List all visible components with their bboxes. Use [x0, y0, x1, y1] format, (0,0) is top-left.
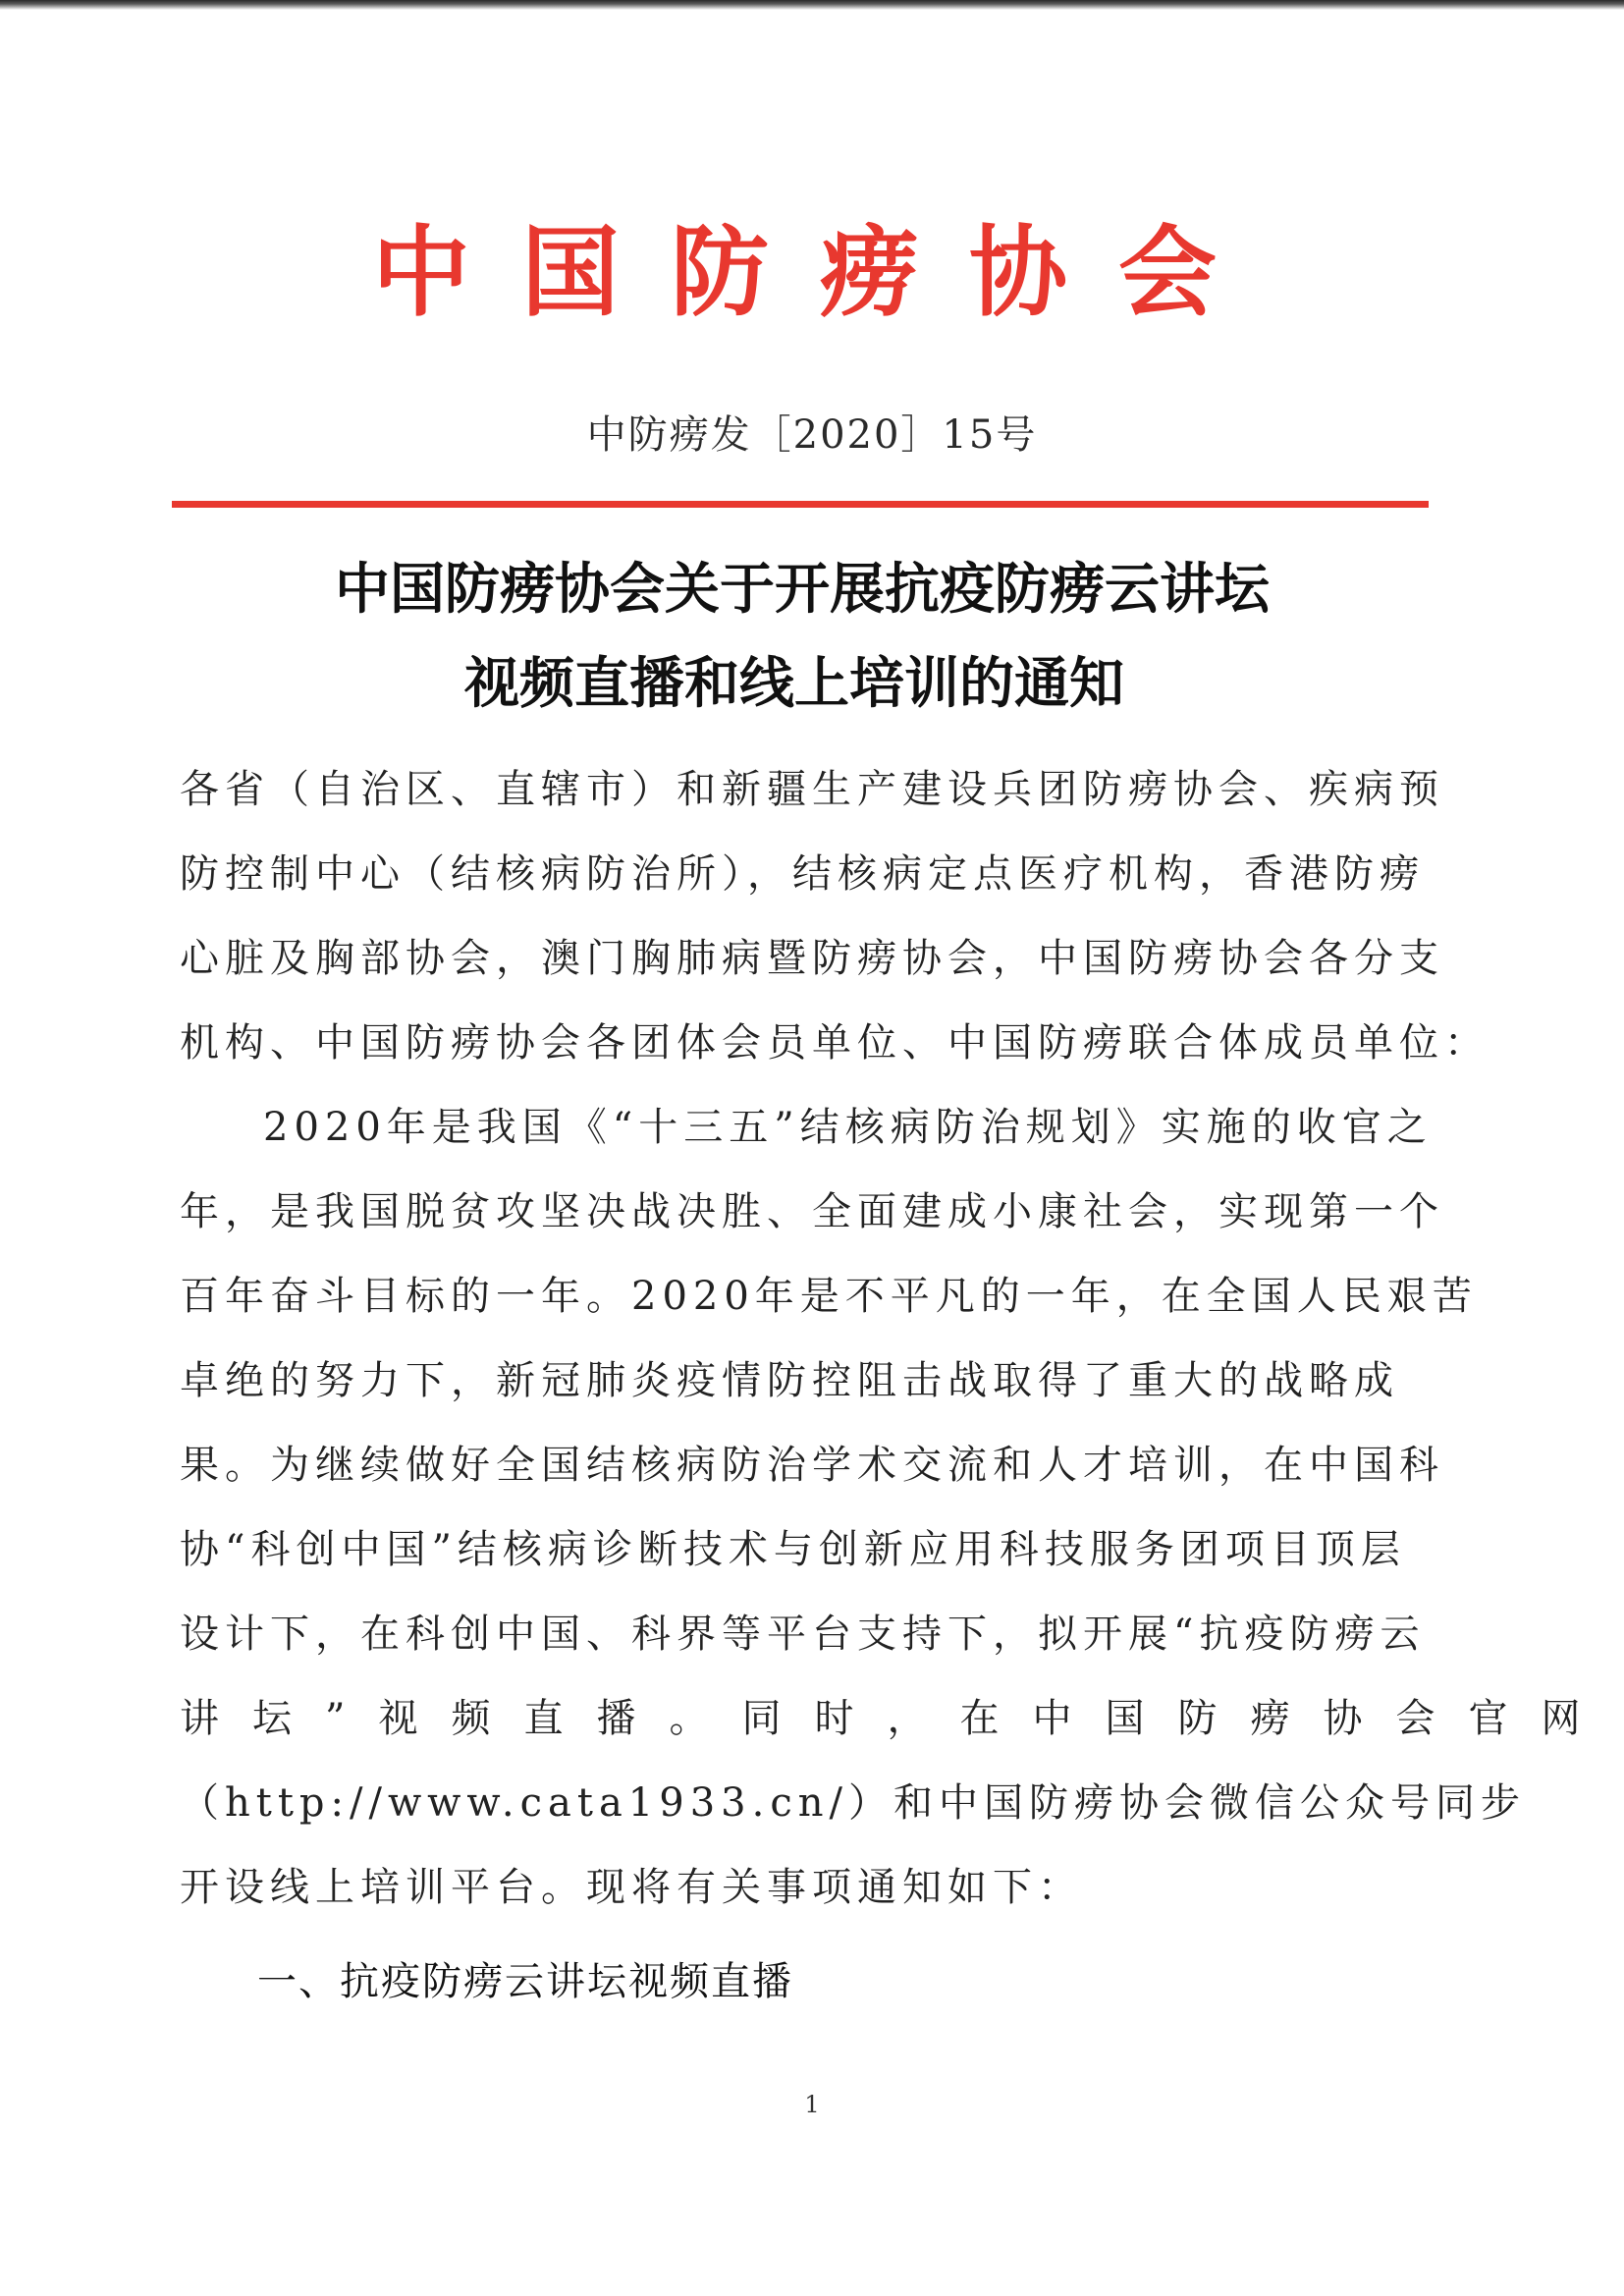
- document-title-line-1: 中国防痨协会关于开展抗疫防痨云讲坛: [335, 557, 1270, 622]
- paragraph-line: 年，是我国脱贫攻坚决战决胜、全面建成小康社会，实现第一个: [180, 1189, 1444, 1234]
- paragraph-line: 讲坛”视频直播。同时，在中国防痨协会官网: [180, 1696, 1614, 1741]
- paragraph-line: 协“科创中国”结核病诊断技术与创新应用科技服务团项目顶层: [180, 1527, 1406, 1572]
- addressee-line: 各省（自治区、直辖市）和新疆生产建设兵团防痨协会、疾病预: [180, 767, 1444, 812]
- page-number: 1: [804, 2091, 820, 2118]
- paragraph-line: 2020年是我国《“十三五”结核病防治规划》实施的收官之: [263, 1105, 1433, 1150]
- paragraph-line: 卓绝的努力下，新冠肺炎疫情防控阻击战取得了重大的战略成: [180, 1358, 1399, 1403]
- org-name-header: 中国防痨协会: [372, 215, 1268, 330]
- header-divider: [172, 501, 1429, 508]
- document-title-line-2: 视频直播和线上培训的通知: [464, 651, 1124, 716]
- paragraph-line: 百年奋斗目标的一年。2020年是不平凡的一年，在全国人民艰苦: [180, 1274, 1478, 1319]
- paragraph-line: 开设线上培训平台。现将有关事项通知如下：: [180, 1865, 1083, 1910]
- addressee-line: 防控制中心（结核病防治所），结核病定点医疗机构，香港防痨: [180, 851, 1425, 897]
- addressee-line: 机构、中国防痨协会各团体会员单位、中国防痨联合体成员单位：: [180, 1020, 1489, 1066]
- document-number: 中防痨发［2020］15号: [586, 412, 1038, 458]
- section-heading: 一、抗疫防痨云讲坛视频直播: [257, 1959, 793, 2004]
- paragraph-line: 设计下，在科创中国、科界等平台支持下，拟开展“抗疫防痨云: [180, 1612, 1426, 1657]
- scan-edge: [0, 0, 1624, 10]
- addressee-line: 心脏及胸部协会，澳门胸肺病暨防痨协会，中国防痨协会各分支: [180, 936, 1444, 981]
- paragraph-line: 果。为继续做好全国结核病防治学术交流和人才培训，在中国科: [180, 1443, 1444, 1488]
- website-url-line: （http://www.cata1933.cn/）和中国防痨协会微信公众号同步: [180, 1780, 1526, 1826]
